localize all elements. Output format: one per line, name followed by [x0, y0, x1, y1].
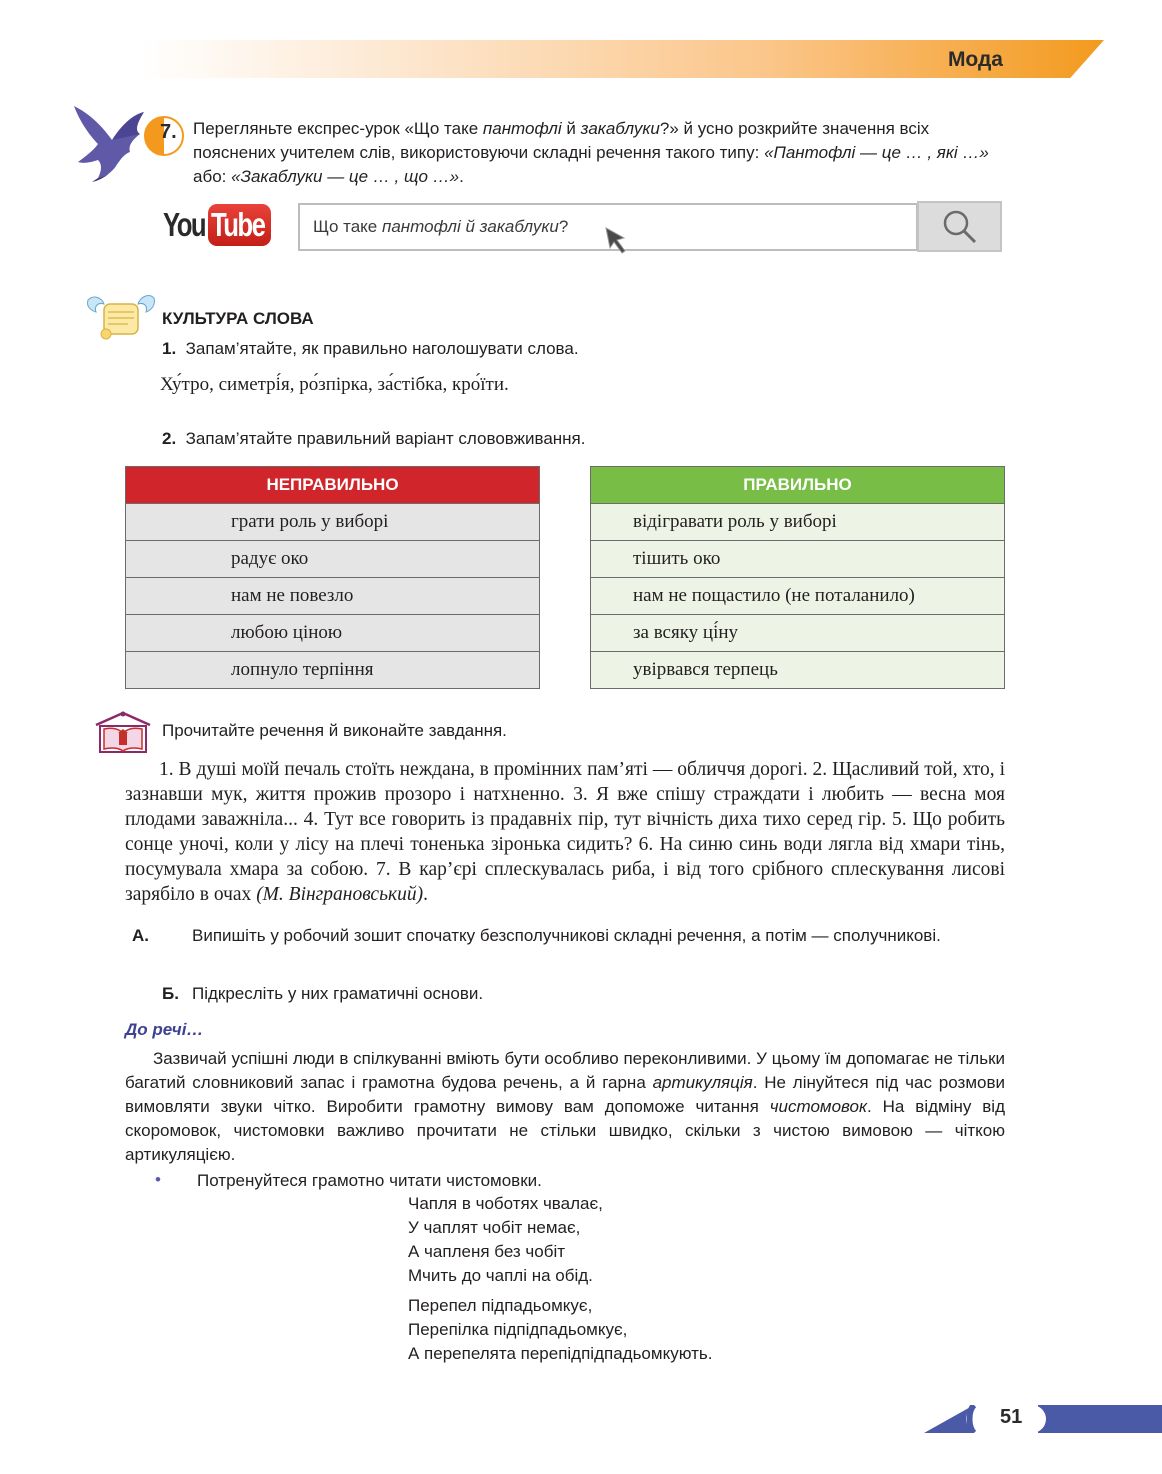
task-7-text: Перегляньте експрес-урок «Що таке пантофлі й закаблуки?» й усно розкрийте значення всіх пояснених учителем слів, використовуючи складні речення такого типу: «Пантофлі — це … , які …» або: «Закаблуки — це … , що …».	[193, 119, 989, 186]
correct-cell: тішить око	[591, 541, 1005, 578]
correct-cell: увірвався терпець	[591, 652, 1005, 689]
table-row	[591, 615, 1005, 652]
correct-cell: за всяку ці́ну	[591, 615, 1005, 652]
youtube-logo: You Tube	[163, 202, 273, 246]
search-query: Що таке пантофлі й закаблуки?	[313, 217, 569, 236]
table-row	[591, 652, 1005, 689]
by-the-way-heading: До речі…	[125, 1020, 204, 1039]
incorrect-usage-table	[125, 466, 540, 689]
poem-line: Мчить до чаплі на обід.	[408, 1266, 593, 1285]
culture-heading: КУЛЬТУРА СЛОВА	[162, 309, 314, 328]
table-row	[126, 578, 540, 615]
culture-item-1: 1. Запам’ятайте, як правильно наголошувати слова.	[162, 339, 579, 358]
poem-line: Чапля в чоботях чвалає,	[408, 1194, 603, 1213]
table-row	[126, 504, 540, 541]
reading-passage: 1. В душі моїй печаль стоїть неждана, в промінних пам’яті — обличчя дорогі. 2. Щасливий той, хто, і зазнавши мук, життя прожив прозоро і натхненно. 3. Я вже спішу страждати і любить — весна моя плодами заважніла... 4. Тут все говорить із прадавніх пір, тут вічність диха тихо серед гір. 5. Що робить сонце уночі, коли у лісу на плечі тоненька зіронька сидить? 6. На синю синь води лягла від хмари тінь, посумувала хмара за собою. 7. В кар’єрі сплескувалась риба, і від того срібного сплескування лисові зарябіло в очах (М. Вінграновський).	[125, 759, 1005, 905]
correct-usage-table	[590, 466, 1005, 689]
search-button[interactable]	[917, 201, 1002, 252]
table-row	[126, 541, 540, 578]
incorrect-cell: лопнуло терпіння	[126, 652, 540, 689]
poem-line: Перепілка підпідпадьомкує,	[408, 1320, 628, 1339]
tongue-twister-2	[408, 1294, 712, 1366]
mouse-cursor-icon	[600, 222, 630, 258]
task-b: Б. Підкресліть у них граматичні основи.	[162, 984, 484, 1003]
correct-cell: нам не пощастило (не поталанило)	[591, 578, 1005, 615]
correct-header: ПРАВИЛЬНО	[591, 467, 1005, 504]
correct-cell: відігравати роль у виборі	[591, 504, 1005, 541]
table-row	[126, 615, 540, 652]
tongue-twister-1	[408, 1192, 603, 1288]
task-a: А. Випишіть у робочий зошит спочатку безсполучникові складні речення, а потім — сполучникові.	[132, 926, 941, 945]
poem-line: У чаплят чобіт немає,	[408, 1218, 581, 1237]
incorrect-cell: любою ціною	[126, 615, 540, 652]
table-row	[126, 652, 540, 689]
task-number: 7.	[160, 121, 177, 143]
book-house-icon	[92, 709, 154, 755]
stress-words: Ху́тро, симетрі́я, ро́зпірка, за́стібка, кро́їти.	[160, 374, 509, 395]
poem-line: А перепелята перепідпідпадьомкують.	[408, 1344, 713, 1363]
reading-instruction: Прочитайте речення й виконайте завдання.	[162, 721, 507, 740]
incorrect-header: НЕПРАВИЛЬНО	[126, 467, 540, 504]
bullet-text: Потренуйтеся грамотно читати чистомовки.	[197, 1171, 542, 1190]
table-row	[591, 504, 1005, 541]
incorrect-cell: радує око	[126, 541, 540, 578]
table-row	[591, 541, 1005, 578]
section-title: Мода	[947, 48, 1003, 71]
scroll-with-wings-icon	[84, 290, 156, 342]
poem-line: Перепел підпадьомкує,	[408, 1296, 593, 1315]
by-the-way-text: Зазвичай успішні люди в спілкуванні вміють бути особливо переконливими. У цьому їм допомагає не тільки багатий словниковий запас і грамотна будова речень, а й гарна артикуляція. Не лінуйтеся під час розмови вимовляти звуки чітко. Виробити грамотну вимову вам допоможе читання чистомовок. На відміну від скоромовок, чистомовки важливо прочитати не стільки швидко, скільки з чистою вимовою — чіткою артикуляцією.	[125, 1049, 1005, 1164]
search-icon	[919, 203, 1000, 250]
table-row	[591, 578, 1005, 615]
culture-item-2: 2. Запам’ятайте правильний варіант слововживання.	[162, 429, 586, 448]
page-number: 51	[1000, 1406, 1023, 1428]
bullet-marker: •	[155, 1170, 161, 1189]
incorrect-cell: нам не повезло	[126, 578, 540, 615]
poem-line: А чапленя без чобіт	[408, 1242, 566, 1261]
incorrect-cell: грати роль у виборі	[126, 504, 540, 541]
footer-bar	[1038, 1405, 1162, 1433]
